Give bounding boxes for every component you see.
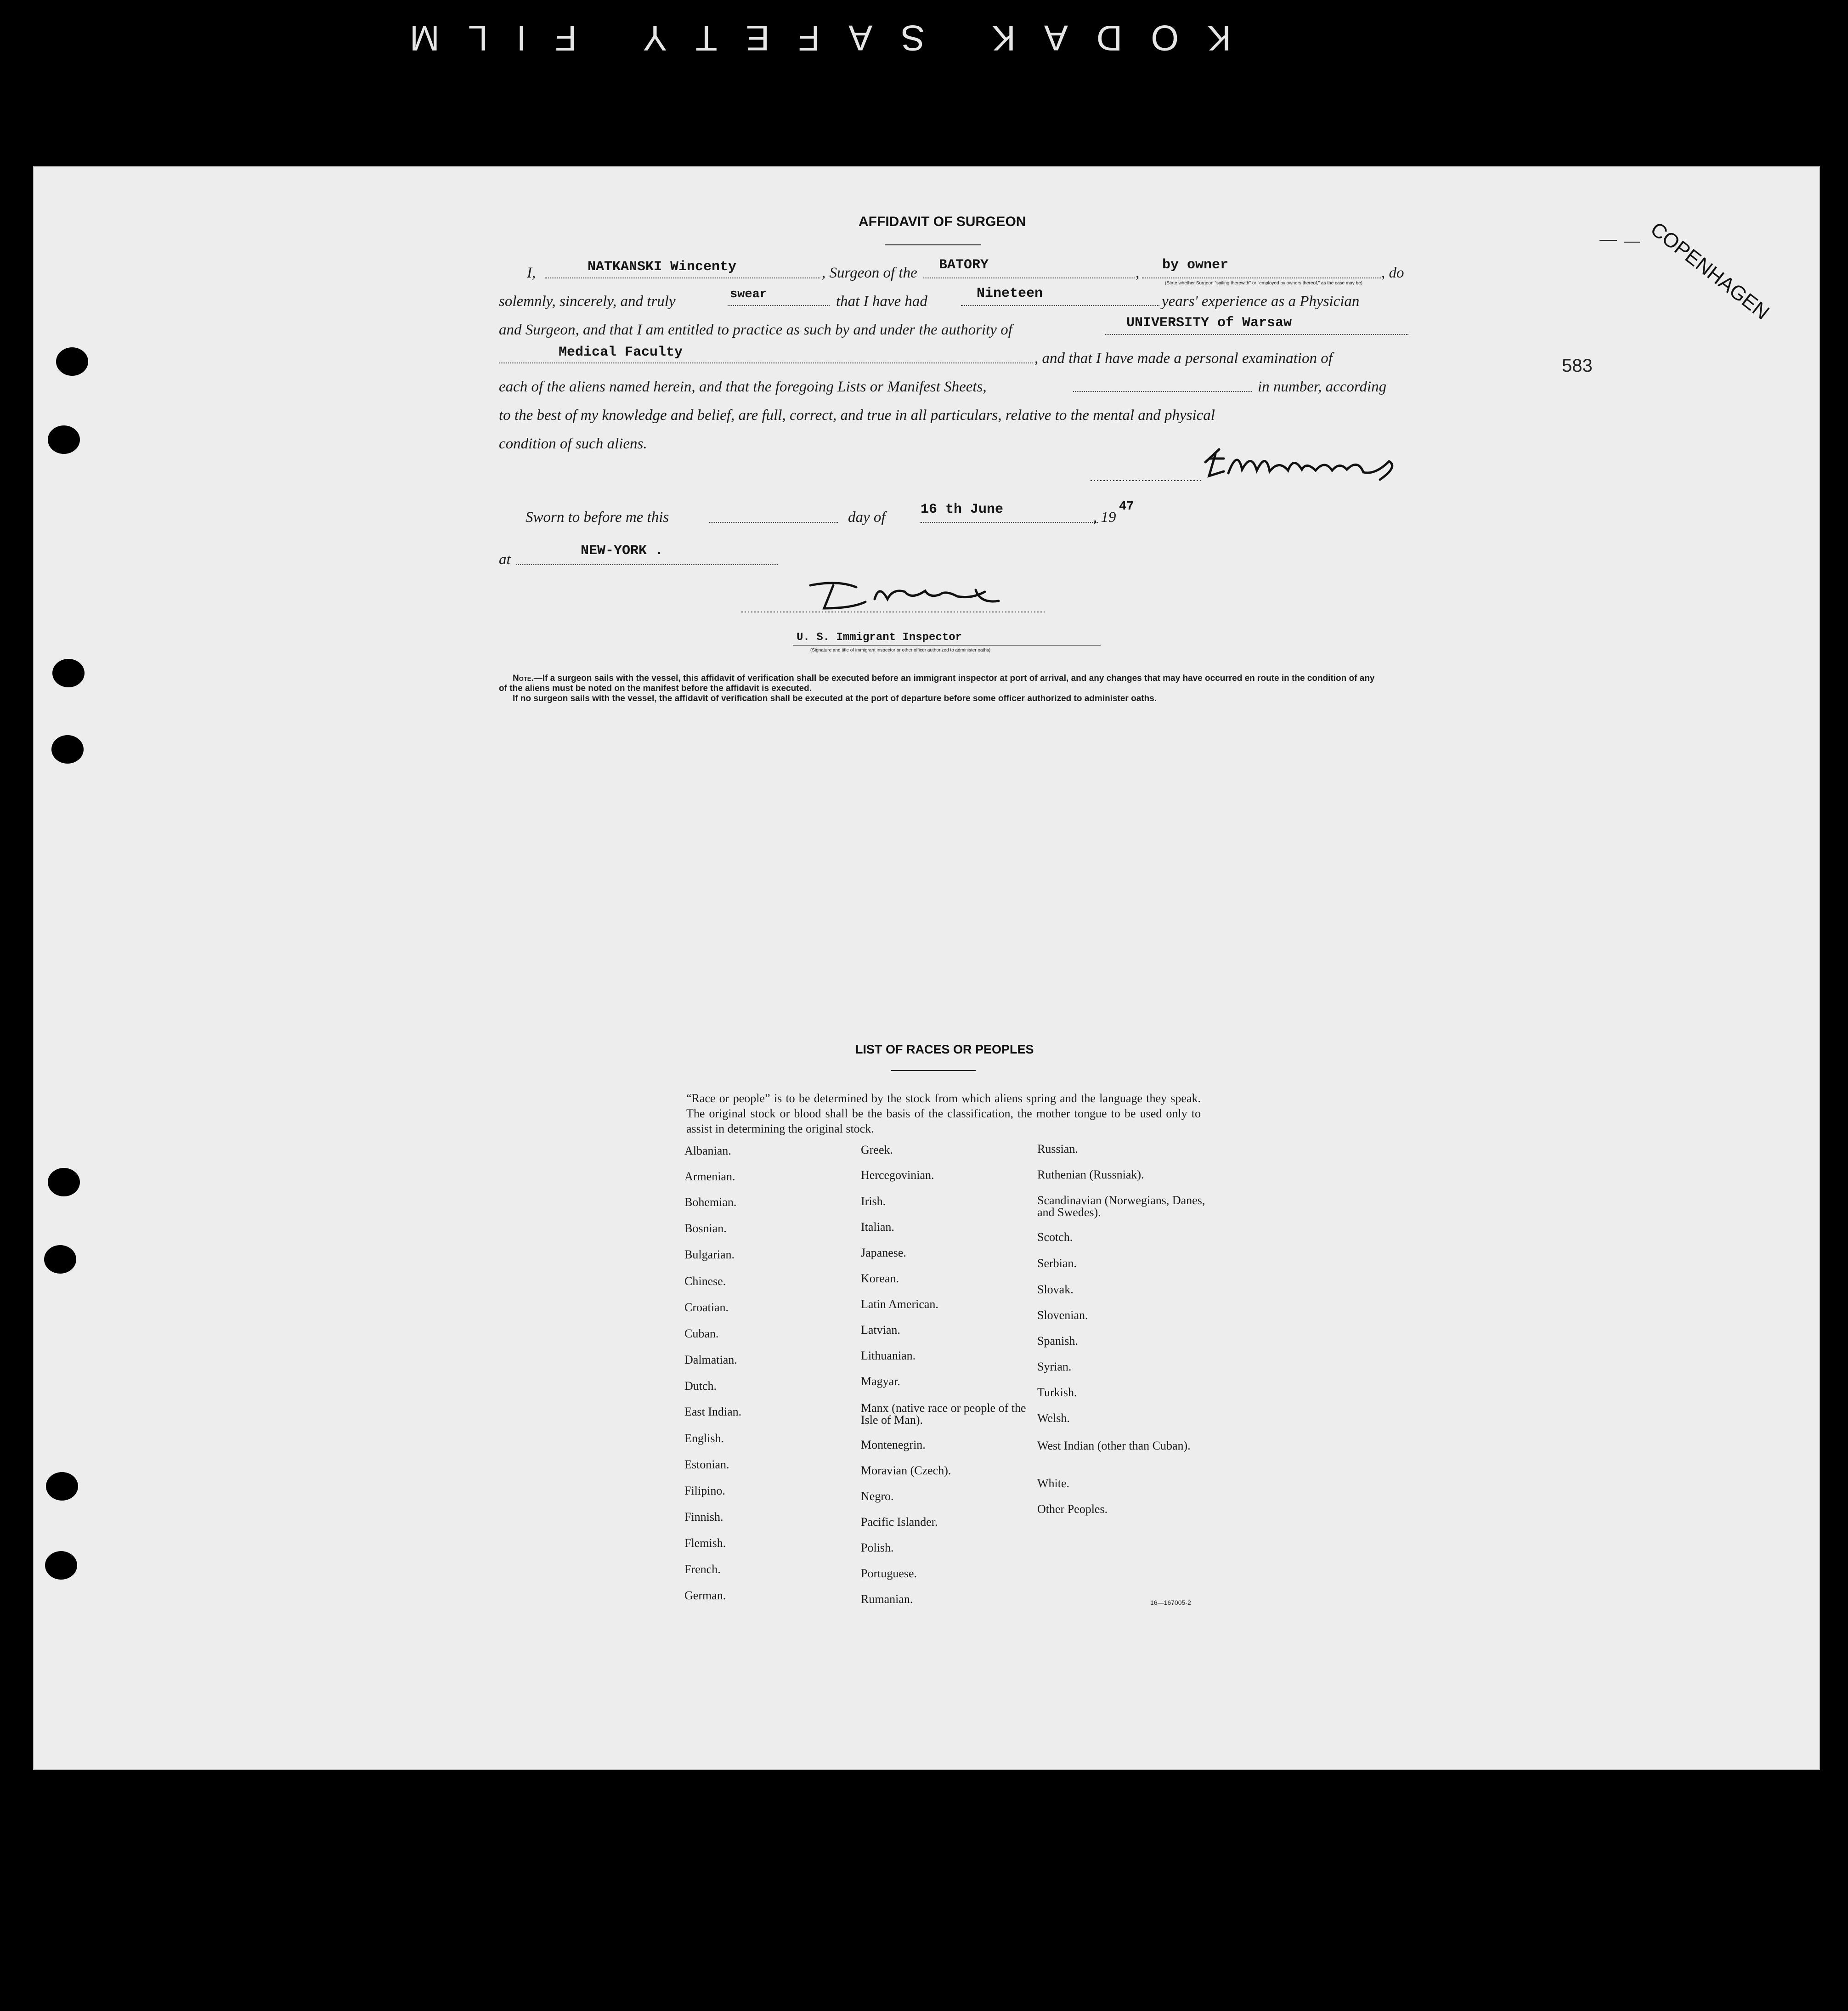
line1-suffix: , do bbox=[1381, 265, 1404, 281]
races-intro: “Race or people” is to be determined by the stock from which aliens spring and the language they speak. The original stock or blood shall be the basis of the classification, the mother tongue to be used only to assist in determining the original stock. bbox=[686, 1092, 1201, 1135]
document-sheet bbox=[33, 166, 1820, 1770]
race-item: Korean. bbox=[861, 1272, 899, 1285]
at-prefix: at bbox=[499, 551, 511, 568]
race-item: Croatian. bbox=[684, 1301, 729, 1314]
race-item: Spanish. bbox=[1037, 1334, 1078, 1348]
punch-hole bbox=[51, 735, 84, 764]
inspector-line bbox=[793, 645, 1101, 646]
inspector-signature bbox=[741, 572, 1063, 617]
race-item: Irish. bbox=[861, 1195, 886, 1208]
race-item: Italian. bbox=[861, 1220, 894, 1234]
punch-hole bbox=[46, 1472, 78, 1501]
race-item: Flemish. bbox=[684, 1536, 726, 1550]
race-item: White. bbox=[1037, 1477, 1070, 1490]
surgeon-signature bbox=[1086, 443, 1417, 484]
race-item: Moravian (Czech). bbox=[861, 1464, 951, 1477]
punch-hole bbox=[48, 425, 80, 454]
punch-hole bbox=[56, 347, 88, 376]
race-item: Bohemian. bbox=[684, 1195, 737, 1209]
races-title: LIST OF RACES OR PEOPLES bbox=[855, 1042, 1034, 1056]
race-item: Turkish. bbox=[1037, 1386, 1077, 1399]
race-item: English. bbox=[684, 1432, 724, 1445]
race-item: Estonian. bbox=[684, 1458, 729, 1471]
race-item: Slovenian. bbox=[1037, 1309, 1088, 1322]
race-item: Negro. bbox=[861, 1490, 894, 1503]
race-item: Scotch. bbox=[1037, 1230, 1073, 1244]
race-item: Syrian. bbox=[1037, 1360, 1072, 1373]
line1-prefix: I, bbox=[527, 265, 536, 281]
copenhagen-stamp: COPENHAGEN bbox=[1646, 218, 1774, 324]
punch-hole bbox=[44, 1245, 76, 1274]
race-item: Hercegovinian. bbox=[861, 1168, 934, 1182]
film-edge-text: KODAK SAFETY FILM bbox=[381, 18, 1231, 58]
race-item: Lithuanian. bbox=[861, 1349, 916, 1362]
race-item: Greek. bbox=[861, 1143, 893, 1156]
race-item: Manx (native race or people of the Isle of Man). bbox=[861, 1401, 1026, 1427]
at-place-line bbox=[516, 564, 778, 565]
sworn-day-line bbox=[709, 522, 838, 523]
line5-prefix: each of the aliens named herein, and that the foregoing Lists or Manifest Sheets, bbox=[499, 379, 987, 395]
race-item: Bulgarian. bbox=[684, 1248, 735, 1261]
ship-name: BATORY bbox=[939, 257, 989, 273]
race-item: Other Peoples. bbox=[1037, 1502, 1108, 1516]
stamp-dash bbox=[1624, 242, 1640, 243]
race-item: Magyar. bbox=[861, 1375, 900, 1388]
race-item: Serbian. bbox=[1037, 1257, 1077, 1270]
line6: to the best of my knowledge and belief, are full, correct, and true in all particulars, relative to the mental and physical bbox=[499, 407, 1215, 424]
line2-mid: that I have had bbox=[836, 293, 927, 310]
race-item: Cuban. bbox=[684, 1327, 719, 1340]
sheets-line bbox=[1073, 391, 1252, 392]
race-item: Rumanian. bbox=[861, 1592, 913, 1606]
form-code: 16—167005-2 bbox=[1150, 1599, 1191, 1606]
race-item: Welsh. bbox=[1037, 1411, 1070, 1425]
line1-mid2: , bbox=[1136, 265, 1140, 281]
line5-suffix: in number, according bbox=[1258, 379, 1387, 395]
sworn-date-line bbox=[920, 522, 1098, 523]
punch-hole bbox=[45, 1551, 77, 1580]
race-item: Polish. bbox=[861, 1541, 894, 1554]
race-item: Latvian. bbox=[861, 1323, 900, 1337]
authority-cont-value: Medical Faculty bbox=[559, 345, 683, 360]
races-title-rule bbox=[891, 1070, 976, 1071]
employed-note: (State whether Surgeon "sailing therewith" or "employed by owners thereof," as the case may be) bbox=[1165, 281, 1362, 286]
inspector-note: (Signature and title of immigrant inspector or other officer authorized to administer oaths) bbox=[810, 648, 991, 653]
race-item: Pacific Islander. bbox=[861, 1515, 938, 1529]
line4-suffix: , and that I have made a personal examination of bbox=[1034, 350, 1333, 367]
line1-mid: , Surgeon of the bbox=[822, 265, 917, 281]
years-line bbox=[961, 305, 1159, 306]
title-rule bbox=[885, 244, 981, 245]
note-text-2: If no surgeon sails with the vessel, the affidavit of verification shall be executed at the port of departure before some officer authorized to administer oaths. bbox=[513, 694, 1157, 703]
punch-hole bbox=[52, 659, 85, 687]
stamp-dash bbox=[1599, 240, 1617, 241]
employed-value: by owner bbox=[1162, 257, 1229, 273]
race-item: German. bbox=[684, 1589, 726, 1602]
note-label: Note. bbox=[513, 674, 534, 683]
oath-line bbox=[728, 305, 830, 306]
line3-prefix: and Surgeon, and that I am entitled to practice as such by and under the authority of bbox=[499, 322, 1012, 338]
race-item: Montenegrin. bbox=[861, 1438, 926, 1451]
authority-line bbox=[1105, 334, 1408, 335]
oath-value: swear bbox=[730, 288, 768, 301]
film-edge-strip bbox=[0, 0, 1848, 64]
surgeon-name: NATKANSKI Wincenty bbox=[588, 259, 737, 275]
page-number: 583 bbox=[1562, 356, 1593, 376]
race-item: Slovak. bbox=[1037, 1283, 1074, 1296]
affidavit-title: AFFIDAVIT OF SURGEON bbox=[859, 214, 1026, 229]
race-item: Armenian. bbox=[684, 1170, 735, 1183]
line2-prefix: solemnly, sincerely, and truly bbox=[499, 293, 676, 310]
inspector-title: U. S. Immigrant Inspector bbox=[797, 631, 962, 644]
race-item: Albanian. bbox=[684, 1144, 731, 1157]
sworn-year-value: 47 bbox=[1119, 500, 1134, 514]
race-item: Dutch. bbox=[684, 1379, 717, 1393]
race-item: Finnish. bbox=[684, 1510, 723, 1524]
race-item: Bosnian. bbox=[684, 1222, 727, 1235]
line2-suffix: years' experience as a Physician bbox=[1162, 293, 1360, 310]
race-item: Ruthenian (Russniak). bbox=[1037, 1168, 1144, 1181]
race-item: Russian. bbox=[1037, 1142, 1078, 1156]
race-item: Chinese. bbox=[684, 1275, 726, 1288]
sworn-date-value: 16 th June bbox=[921, 502, 1004, 517]
race-item: East Indian. bbox=[684, 1405, 742, 1418]
race-item: Latin American. bbox=[861, 1297, 938, 1311]
sworn-year-prefix: , 19 bbox=[1093, 509, 1116, 526]
at-place-value: NEW-YORK . bbox=[581, 543, 664, 559]
note-text: —If a surgeon sails with the vessel, this affidavit of verification shall be executed before an immigrant inspector at port of arrival, and any changes that may have occurred en route in the condition of any of the aliens must be noted on the manifest before the affidavit is executed. bbox=[499, 674, 1375, 693]
authority-value: UNIVERSITY of Warsaw bbox=[1126, 315, 1292, 331]
sworn-prefix: Sworn to before me this bbox=[526, 509, 669, 526]
line7: condition of such aliens. bbox=[499, 436, 647, 452]
race-item: Filipino. bbox=[684, 1484, 725, 1497]
race-item: French. bbox=[684, 1563, 721, 1576]
race-item: Dalmatian. bbox=[684, 1353, 737, 1366]
race-item: Japanese. bbox=[861, 1246, 906, 1259]
sworn-mid: day of bbox=[848, 509, 886, 526]
race-item: West Indian (other than Cuban). bbox=[1037, 1439, 1191, 1452]
punch-hole bbox=[48, 1168, 80, 1196]
years-value: Nineteen bbox=[977, 286, 1043, 301]
affidavit-note bbox=[499, 674, 1381, 704]
race-item: Portuguese. bbox=[861, 1567, 917, 1580]
race-item: Scandinavian (Norwegians, Danes, and Swedes). bbox=[1037, 1194, 1205, 1219]
